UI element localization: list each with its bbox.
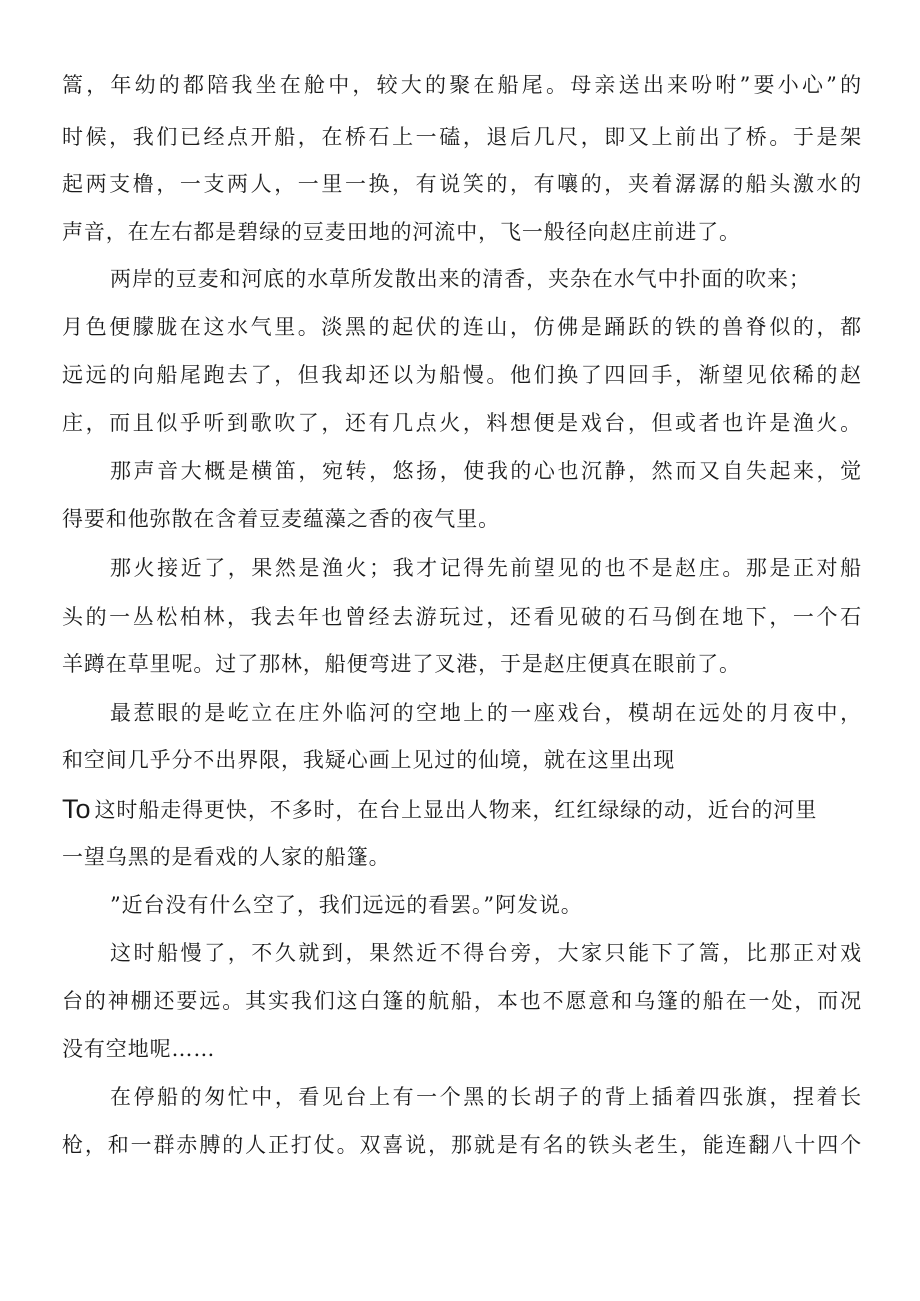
paragraph-first-line: 最惹眼的是屹立在庄外临河的空地上的一座戏台，模胡在远处的月夜中，: [110, 701, 862, 725]
text-line: 声音，在左右都是碧绿的豆麦田地的河流中，飞一般径向赵庄前进了。: [62, 220, 741, 244]
paragraph-first-line: 那声音大概是横笛，宛转，悠扬，使我的心也沉静，然而又自失起来，觉: [110, 459, 862, 483]
text-line: 时候，我们已经点开船，在桥石上一磕，退后几尺，即又上前出了桥。于是架: [62, 125, 862, 149]
text-line: 起两支橹，一支两人，一里一换，有说笑的，有嚷的，夹着潺潺的船头激水的: [62, 172, 862, 196]
text-line: 没有空地呢……: [62, 1037, 216, 1061]
paragraph-first-line: 这时船慢了，不久就到，果然近不得台旁，大家只能下了篙，比那正对戏: [110, 941, 862, 965]
text-line: 远远的向船尾跑去了，但我却还以为船慢。他们换了四回手，渐望见依稀的赵: [62, 363, 862, 387]
paragraph-first-line: 两岸的豆麦和河底的水草所发散出来的清香，夹杂在水气中扑面的吹来；: [110, 267, 811, 291]
text-line: 枪，和一群赤膊的人正打仗。双喜说，那就是有名的铁头老生，能连翻八十四个: [62, 1133, 862, 1157]
dialogue-line: ”近台没有什么空了，我们远远的看罢。”阿发说。: [110, 893, 583, 917]
text-line-with-marker: [62, 794, 862, 824]
text-line: 这时船走得更快，不多时，在台上显出人物来，红红绿绿的动，近台的河里: [94, 798, 818, 822]
paragraph-first-line: 在停船的匆忙中，看见台上有一个黑的长胡子的背上插着四张旗，捏着长: [110, 1085, 862, 1109]
text-line: 一望乌黑的是看戏的人家的船篷。: [62, 845, 391, 869]
to-marker: To: [62, 794, 91, 824]
text-line: 台的神棚还要远。其实我们这白篷的航船，本也不愿意和乌篷的船在一处，而况: [62, 989, 862, 1013]
text-line: 和空间几乎分不出界限，我疑心画上见过的仙境，就在这里出现: [62, 748, 676, 772]
text-line: 庄，而且似乎听到歌吹了，还有几点火，料想便是戏台，但或者也许是渔火。: [62, 411, 862, 435]
text-line: 月色便朦胧在这水气里。淡黑的起伏的连山，仿佛是踊跃的铁的兽脊似的，都: [62, 315, 862, 339]
paragraph-first-line: 那火接近了，果然是渔火；我才记得先前望见的也不是赵庄。那是正对船: [110, 556, 862, 580]
text-line: 羊蹲在草里呢。过了那林，船便弯进了叉港，于是赵庄便真在眼前了。: [62, 652, 741, 676]
text-line: 得要和他弥散在含着豆麦蕴藻之香的夜气里。: [62, 507, 500, 531]
text-line: 篙，年幼的都陪我坐在舱中，较大的聚在船尾。母亲送出来吩咐”要小心”的: [62, 73, 862, 97]
text-line: 头的一丛松柏林，我去年也曾经去游玩过，还看见破的石马倒在地下，一个石: [62, 605, 862, 629]
